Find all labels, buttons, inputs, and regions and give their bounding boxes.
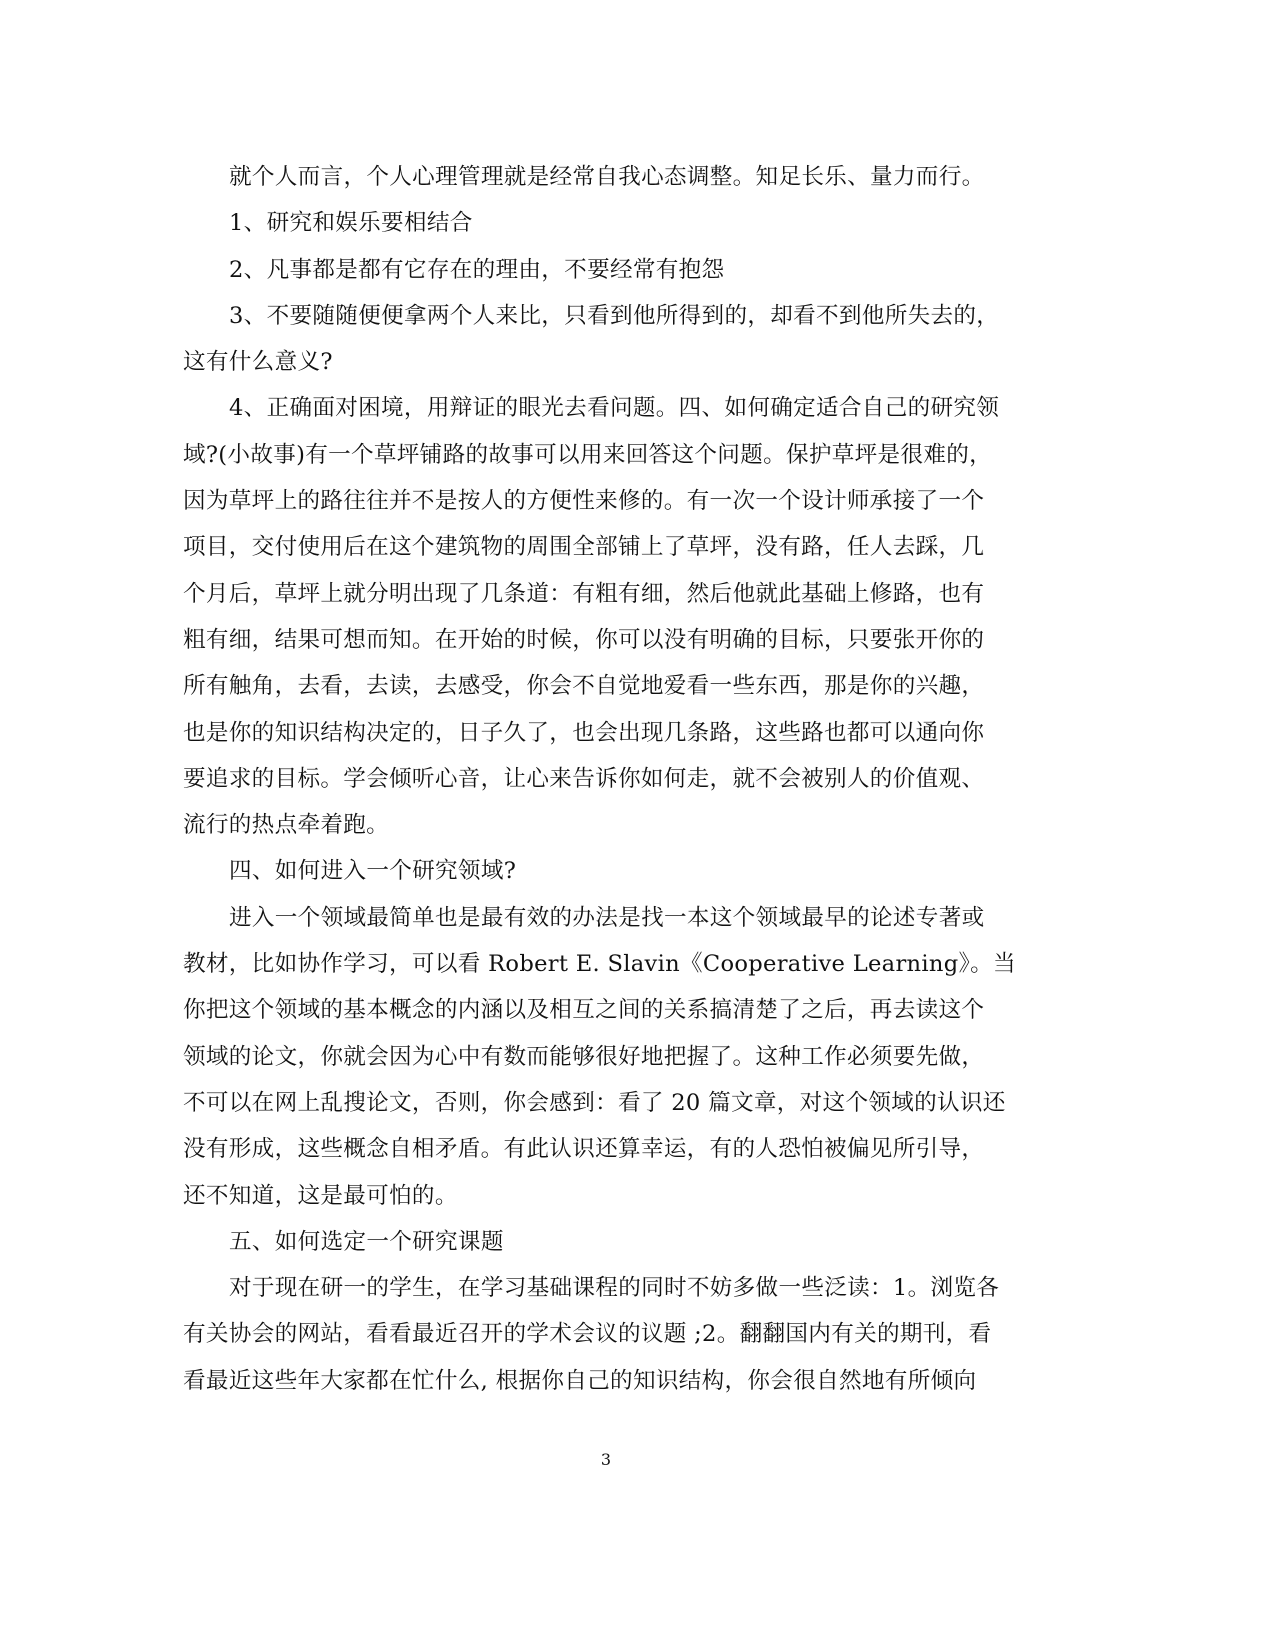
text-line: 这有什么意义? — [183, 349, 333, 376]
text-line: 个月后，草坪上就分明出现了几条道：有粗有细，然后他就此基础上修路，也有 — [183, 580, 985, 607]
text-line: 3、不要随随便便拿两个人来比，只看到他所得到的，却看不到他所失去的， — [229, 302, 1000, 329]
text-line: 四、如何进入一个研究领域? — [229, 858, 517, 885]
text-line: 粗有细，结果可想而知。在开始的时候，你可以没有明确的目标，只要张开你的 — [183, 626, 985, 653]
text-line: 所有触角，去看，去读，去感受，你会不自觉地爱看一些东西，那是你的兴趣， — [183, 673, 985, 700]
text-line: 五、如何选定一个研究课题 — [229, 1228, 504, 1255]
text-line: 你把这个领域的基本概念的内涵以及相互之间的关系搞清楚了之后，再去读这个 — [183, 997, 985, 1024]
text-line: 领域的论文，你就会因为心中有数而能够很好地把握了。这种工作必须要先做， — [183, 1043, 985, 1070]
text-line: 进入一个领域最简单也是最有效的办法是找一本这个领域最早的论述专著或 — [229, 904, 985, 931]
text-line: 看最近这些年大家都在忙什么, 根据你自己的知识结构，你会很自然地有所倾向 — [183, 1367, 977, 1394]
page-number: 3 — [600, 1450, 612, 1469]
text-line: 对于现在研一的学生，在学习基础课程的同时不妨多做一些泛读：1。浏览各 — [229, 1275, 1000, 1302]
text-line: 4、正确面对困境，用辩证的眼光去看问题。四、如何确定适合自己的研究领 — [229, 395, 1000, 422]
text-line: 1、研究和娱乐要相结合 — [229, 210, 473, 237]
text-line: 项目，交付使用后在这个建筑物的周围全部铺上了草坪，没有路，任人去踩，几 — [183, 534, 985, 561]
text-line: 因为草坪上的路往往并不是按人的方便性来修的。有一次一个设计师承接了一个 — [183, 488, 985, 515]
text-line: 没有形成，这些概念自相矛盾。有此认识还算幸运，有的人恐怕被偏见所引导， — [183, 1136, 985, 1163]
text-line: 就个人而言，个人心理管理就是经常自我心态调整。知足长乐、量力而行。 — [229, 164, 985, 190]
text-line: 流行的热点牵着跑。 — [183, 812, 390, 839]
text-line: 要追求的目标。学会倾听心音，让心来告诉你如何走，就不会被别人的价值观、 — [183, 765, 985, 792]
text-line: 还不知道，这是最可怕的。 — [183, 1182, 458, 1209]
document-body — [183, 154, 1033, 1404]
text-line: 2、凡事都是都有它存在的理由，不要经常有抱怨 — [229, 256, 725, 283]
text-line: 也是你的知识结构决定的，日子久了，也会出现几条路，这些路也都可以通向你 — [183, 719, 985, 746]
text-line: 域?(小故事)有一个草坪铺路的故事可以用来回答这个问题。保护草坪是很难的， — [183, 441, 993, 468]
text-line: 有关协会的网站，看看最近召开的学术会议的议题 ;2。翻翻国内有关的期刊，看 — [183, 1321, 992, 1348]
text-line: 教材，比如协作学习，可以看 Robert E. Slavin《Cooperative Learning》。当 — [183, 951, 1016, 978]
text-line: 不可以在网上乱搜论文，否则，你会感到：看了 20 篇文章，对这个领域的认识还 — [183, 1089, 1006, 1116]
